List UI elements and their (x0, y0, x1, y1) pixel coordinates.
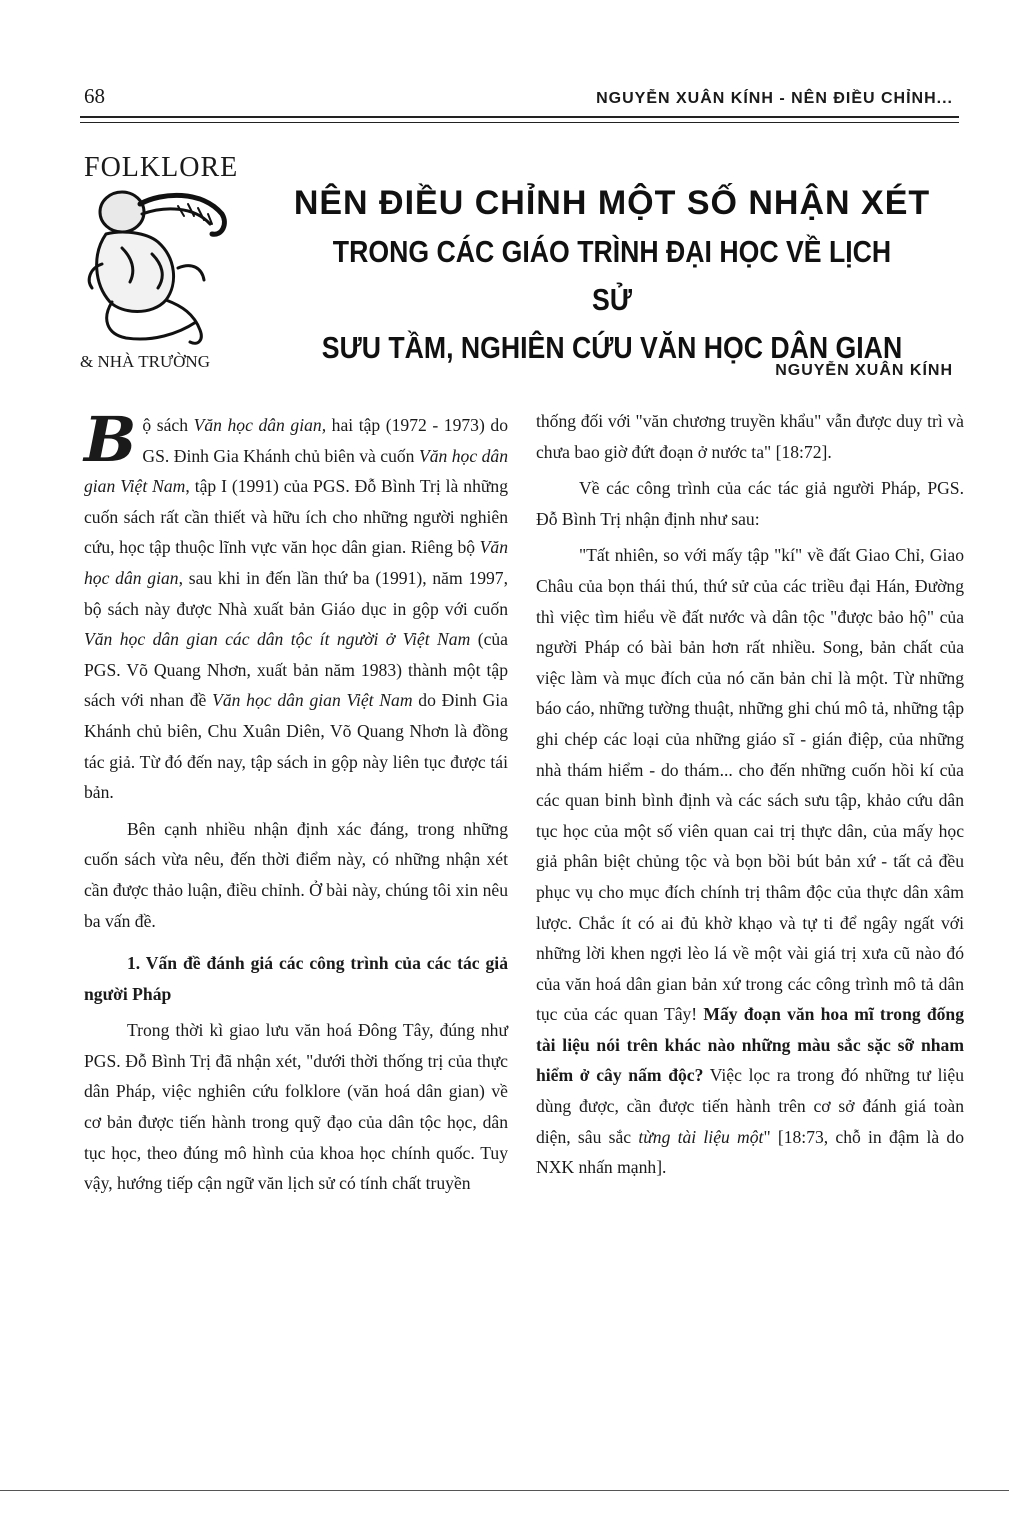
paragraph-3: Trong thời kì giao lưu văn hoá Đông Tây, đúng như PGS. Đỗ Bình Trị đã nhận xét, "dưới thời thống trị của thực dân Pháp, việc nghiên cứu folklore (văn hoá dân gian) về cơ bản được tiến hành trong quỹ đạo của dân tộc học, dân tục học, theo đúng mô hình của khoa học chính quốc. Tuy vậy, hướng tiếp cận ngữ văn lịch sử có tính chất truyền (84, 1020, 508, 1194)
left-column (84, 403, 508, 1199)
paragraph-continued: thống đối với "văn chương truyền khẩu" vẫn được duy trì và chưa bao giờ đứt đoạn ở nước ta" [18:72]. (536, 411, 964, 462)
title-line-2: TRONG CÁC GIÁO TRÌNH ĐẠI HỌC VỀ LỊCH SỬ (332, 234, 892, 317)
article-author: NGUYỄN XUÂN KÍNH (775, 362, 953, 379)
book-title: Văn học dân gian Việt Nam (212, 690, 413, 711)
running-head: NGUYỄN XUÂN KÍNH - NÊN ĐIỀU CHỈNH... (596, 90, 953, 107)
emphasized-text: Mấy đoạn văn hoa mĩ trong đống tài liệu nói trên khác nào những màu sắc sặc sỡ nham hiểm ở cây nấm độc? (536, 1004, 964, 1086)
italic-text: từng tài liệu một (638, 1126, 764, 1147)
header-rule-thin (80, 122, 959, 123)
quote-paragraph: "Tất nhiên, so với mấy tập "kí" về đất Giao Chỉ, Giao Châu của bọn thái thú, thứ sử của các triều đại Hán, Đường thì việc tìm hiểu về đất nước và dân tộc "được bảo hộ" của người Pháp có bài bản hơn rất nhiều. Song, bản chất của việc làm và mục đích của nó căn bản chỉ là một. Từ những báo cáo, những tường thuật, những ghi chú mô tả, những tập ghi chép các loại của những giáo sĩ - gián điệp, của những nhà thám hiểm - do thám... cho đến những cuốn hồi kí của các quan binh bình định và các sách sưu tập, khảo cứu dân tục học của một số viên quan cai trị thực dân, của mấy học giả phân biệt chủng tộc và bọn bồi bút bản xứ - tất cả đều phục vụ cho mục đích chính trị thâm độc của thực dân xâm lược. Chắc ít có ai đủ khờ khạo và tự ti để ngây ngất với những lời khen ngợi lèo lá về một vài giá trị xưa cũ nào đó của văn hoá dân gian bản xứ trong các công trình mô tả dân tục của các quan Tây! Mấy đoạn văn hoa mĩ trong đống tài liệu nói trên khác nào những màu sắc sặc sỡ nham hiểm ở cây nấm độc? Việc lọc ra trong đó những tư liệu dùng được, cần được tiến hành trên cơ sở đánh giá toàn diện, sâu sắc từng tài liệu một" [18:73, chỗ in đậm là do NXK nhấn mạnh]. (536, 545, 965, 1178)
book-title: Văn học dân gian các dân tộc ít người ở Việt Nam (84, 629, 471, 650)
book-title: Văn học dân gian (84, 537, 508, 588)
section-heading-1: 1. Vấn đề đánh giá các công trình của các tác giả người Pháp (84, 953, 508, 1004)
book-title: Văn học dân gian, (193, 415, 327, 435)
article-title (262, 178, 962, 372)
header-rule (80, 116, 959, 118)
paragraph-intro: Bộ sách Văn học dân gian, hai tập (1972 - 1973) do GS. Đinh Gia Khánh chủ biên và cuốn Văn học dân gian Việt Nam, tập I (1991) của PGS. Đỗ Bình Trị là những cuốn sách rất cần thiết và hữu ích cho những người nghiên cứu, học tập thuộc lĩnh vực văn học dân gian. Riêng bộ Văn học dân gian, sau khi in đến lần thứ ba (1991), năm 1997, bộ sách này được Nhà xuất bản Giáo dục in gộp với cuốn Văn học dân gian các dân tộc ít người ở Việt Nam (của PGS. Võ Quang Nhơn, xuất bản năm 1983) thành một tập sách với nhan đề Văn học dân gian Việt Nam do Đinh Gia Khánh chủ biên, Chu Xuân Diên, Võ Quang Nhơn là đồng tác giả. Từ đó đến nay, tập sách in gộp này liên tục được tái bản. (84, 403, 508, 803)
page-number: 68 (84, 84, 105, 108)
book-title: Văn học dân gian Việt Nam (84, 445, 508, 497)
right-column (536, 406, 964, 1183)
footer-rule (0, 1490, 1009, 1491)
paragraph-4: Về các công trình của các tác giả người Pháp, PGS. Đỗ Bình Trị nhận định như sau: (536, 478, 964, 529)
title-line-1: NÊN ĐIỀU CHỈNH MỘT SỐ NHẬN XÉT (293, 184, 931, 222)
paragraph-2: Bên cạnh nhiều nhận định xác đáng, trong những cuốn sách vừa nêu, đến thời điểm này, có những nhận xét cần được thảo luận, điều chỉnh. Ở bài này, chúng tôi xin nêu ba vấn đề. (84, 818, 508, 931)
folk-child-illustration-icon (82, 184, 232, 354)
title-line-3: SƯU TẦM, NGHIÊN CỨU VĂN HỌC DÂN GIAN (321, 330, 903, 365)
drop-cap: B (84, 403, 137, 476)
section-label-school: & NHÀ TRƯỜNG (80, 352, 210, 371)
section-label-folklore: FOLKLORE (84, 152, 239, 183)
